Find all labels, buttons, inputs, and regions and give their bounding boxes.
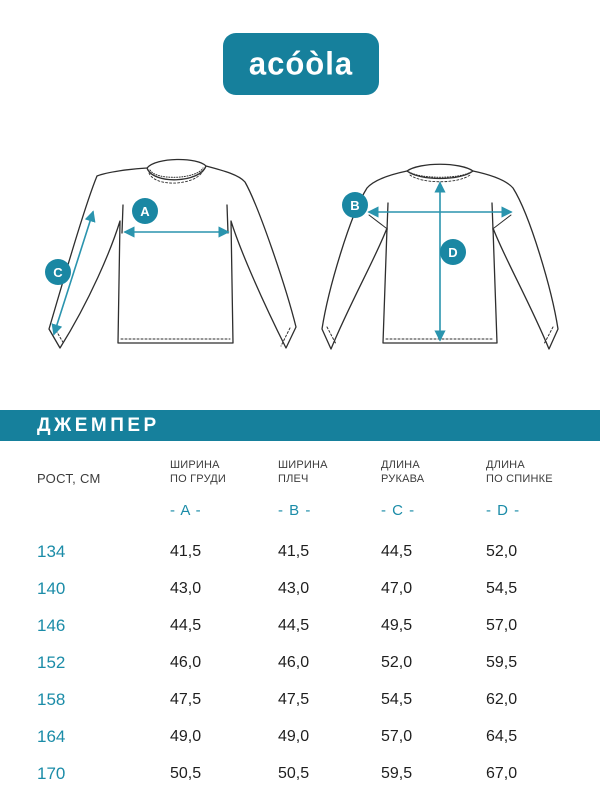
- height-value: 152: [37, 652, 66, 672]
- column-header-shoulder-width: [278, 458, 381, 486]
- measure-value: 44,5: [278, 616, 310, 634]
- measure-value: 44,5: [381, 542, 413, 560]
- measure-value: 50,5: [170, 764, 202, 782]
- column-header-line: ДЛИНА: [486, 459, 525, 471]
- measure-value: 41,5: [278, 542, 310, 560]
- section-title: ДЖЕМПЕР: [37, 414, 160, 436]
- column-header-line: ШИРИНА: [278, 459, 328, 471]
- height-value: 158: [37, 689, 66, 709]
- measure-value: 59,5: [381, 764, 413, 782]
- column-header-line: ШИРИНА: [170, 459, 220, 471]
- measure-value: 59,5: [486, 653, 518, 671]
- measure-value: 49,0: [170, 727, 202, 745]
- column-header-line: ПЛЕЧ: [278, 473, 309, 485]
- column-header-line: ПО СПИНКЕ: [486, 473, 553, 485]
- measure-value: 54,5: [381, 690, 413, 708]
- letter-cell-d: - D -: [486, 502, 521, 519]
- letter-cell-b: - B -: [278, 502, 312, 519]
- measure-value: 46,0: [170, 653, 202, 671]
- column-header-line: РУКАВА: [381, 473, 425, 485]
- measure-value: 64,5: [486, 727, 518, 745]
- table-row: [0, 755, 600, 792]
- measure-value: 57,0: [381, 727, 413, 745]
- label-letter-d: D: [448, 245, 458, 260]
- label-letter-b: B: [350, 198, 360, 213]
- letter-cell-c: - C -: [381, 502, 416, 519]
- column-header-back-length: [486, 458, 600, 486]
- measure-value: 47,5: [170, 690, 202, 708]
- sweater-back-view: [322, 164, 558, 349]
- table-row: [0, 570, 600, 607]
- measure-value: 47,0: [381, 579, 413, 597]
- measure-value: 57,0: [486, 616, 518, 634]
- measure-value: 52,0: [381, 653, 413, 671]
- table-row: [0, 681, 600, 718]
- table-row: [0, 718, 600, 755]
- column-header-height: РОСТ, СМ: [37, 471, 101, 486]
- measure-value: 49,0: [278, 727, 310, 745]
- measure-value: 52,0: [486, 542, 518, 560]
- brand-logo: [223, 33, 379, 95]
- letter-cell-empty: [37, 502, 170, 519]
- table-row: [0, 644, 600, 681]
- measure-value: 43,0: [170, 579, 202, 597]
- brand-logo-text: acóòla: [248, 45, 354, 82]
- measure-value: 50,5: [278, 764, 310, 782]
- height-value: 134: [37, 541, 66, 561]
- table-row: [0, 607, 600, 644]
- label-letter-a: A: [140, 204, 150, 219]
- measure-value: 46,0: [278, 653, 310, 671]
- column-header-line: ДЛИНА: [381, 459, 420, 471]
- measure-value: 43,0: [278, 579, 310, 597]
- measure-value: 54,5: [486, 579, 518, 597]
- label-letter-c: C: [53, 265, 63, 280]
- measure-value: 47,5: [278, 690, 310, 708]
- height-value: 140: [37, 578, 66, 598]
- height-value: 170: [37, 763, 66, 783]
- measure-value: 67,0: [486, 764, 518, 782]
- size-table: [0, 455, 600, 792]
- section-banner: [0, 410, 600, 441]
- column-header-line: ПО ГРУДИ: [170, 473, 227, 485]
- table-letter-row: [0, 502, 600, 519]
- table-row: [0, 533, 600, 570]
- height-value: 146: [37, 615, 66, 635]
- height-value: 164: [37, 726, 66, 746]
- sweater-measurement-diagrams: [0, 145, 600, 385]
- table-body: [0, 533, 600, 792]
- measure-value: 62,0: [486, 690, 518, 708]
- column-header-sleeve-length: [381, 458, 486, 486]
- letter-cell-a: - A -: [170, 502, 202, 519]
- table-header-row: [0, 455, 600, 486]
- measure-value: 44,5: [170, 616, 202, 634]
- measure-value: 49,5: [381, 616, 413, 634]
- column-header-chest-width: [170, 458, 278, 486]
- measure-value: 41,5: [170, 542, 202, 560]
- sweater-front-view: [45, 159, 296, 348]
